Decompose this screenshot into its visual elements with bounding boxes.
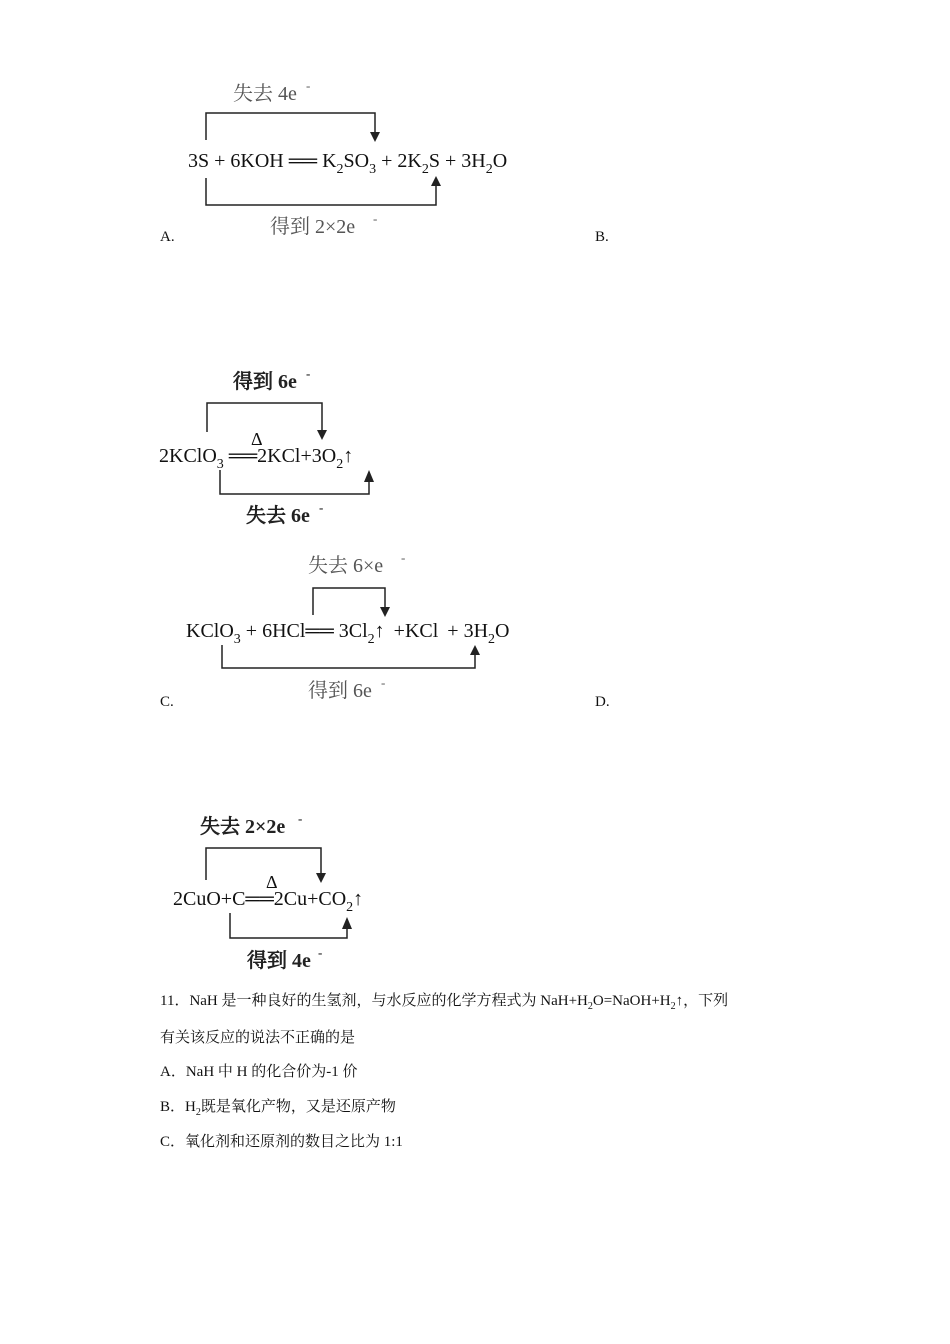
- diagram-c-bottom-arrowhead: [470, 645, 480, 655]
- option-d-label: D.: [595, 694, 610, 710]
- diagram-a-top-arrowhead: [370, 132, 380, 142]
- diagram-c-top-label: 失去 6×e: [308, 555, 384, 577]
- diagram-a-bottom-sup: -: [373, 211, 378, 226]
- diagram-a-equation: 3S + 6KOH ══ $K_2SO_3$ + $2K_2S$ + $3H_2O$: [188, 150, 508, 177]
- diagram-b: [150, 360, 430, 535]
- diagram-b-delta: Δ: [251, 429, 263, 449]
- diagram-c-bottom-label: 得到 6e: [308, 680, 372, 702]
- diagram-c-equation: KClO$_3$ + 6HCl══ $3Cl_2↑$ +KCl + $3H_2O$: [186, 620, 510, 647]
- question-11-line-1: 11．NaH 是一种良好的生氢剂，与水反应的化学方程式为 $NaH+H_2O=NaOH+H_2↑$，下列: [160, 993, 729, 1012]
- diagram-d-equation: $2CuO+C══2Cu+CO_2↑$: [173, 888, 364, 915]
- option-b-label: B.: [595, 229, 609, 245]
- diagram-b-top-sup: -: [306, 366, 311, 381]
- diagram-d-bottom-arrowhead: [342, 917, 352, 929]
- diagram-d-top-label: 失去 2×2e: [200, 816, 286, 838]
- diagram-d-top-sup: -: [298, 811, 303, 826]
- diagram-b-equation: 2KClO$_3$ $══2KCl+3O_2↑$: [159, 445, 354, 472]
- diagram-c-top-arrowhead: [380, 607, 390, 617]
- diagram-a-bottom-label: 得到 2×2e: [270, 216, 356, 238]
- diagram-d-top-arrowhead: [316, 873, 326, 883]
- diagram-c-bottom-bracket: [222, 645, 475, 668]
- question-11-line-2: 有关该反应的说法不正确的是: [160, 1030, 356, 1046]
- diagram-b-top-label: 得到 6e: [233, 371, 297, 393]
- diagram-a-top-bracket: [206, 113, 375, 140]
- diagram-d-bottom-bracket: [230, 913, 347, 938]
- diagram-d: [165, 805, 425, 980]
- diagram-c: [175, 545, 595, 710]
- diagram-a-bottom-arrowhead: [431, 176, 441, 186]
- diagram-a-top-label: 失去 4e: [233, 83, 297, 105]
- diagram-c-top-sup: -: [401, 550, 406, 565]
- diagram-a: [170, 70, 590, 250]
- question-11-option-b: B．$H_2$既是氧化产物，又是还原产物: [160, 1099, 396, 1118]
- diagram-d-bottom-label: 得到 4e: [247, 950, 311, 972]
- diagram-b-top-arrowhead: [317, 430, 327, 440]
- diagram-a-top-sup: -: [306, 78, 311, 93]
- diagram-d-top-bracket: [206, 848, 321, 880]
- question-11-option-a: A．NaH 中 H 的化合价为-1 价: [160, 1064, 358, 1080]
- diagram-b-bottom-arrowhead: [364, 470, 374, 482]
- option-a-label: A.: [160, 229, 175, 245]
- diagram-d-delta: Δ: [266, 872, 278, 892]
- diagram-b-bottom-label: 失去 6e: [246, 505, 310, 527]
- diagram-d-bottom-sup: -: [318, 945, 323, 960]
- diagram-b-bottom-sup: -: [319, 500, 324, 515]
- diagram-c-top-bracket: [313, 588, 385, 615]
- diagram-c-bottom-sup: -: [381, 675, 386, 690]
- diagram-b-top-bracket: [207, 403, 322, 432]
- question-11-option-c: C．氧化剂和还原剂的数目之比为 1:1: [160, 1134, 403, 1150]
- diagram-b-bottom-bracket: [220, 470, 369, 494]
- option-c-label: C.: [160, 694, 174, 710]
- diagram-a-bottom-bracket: [206, 178, 436, 205]
